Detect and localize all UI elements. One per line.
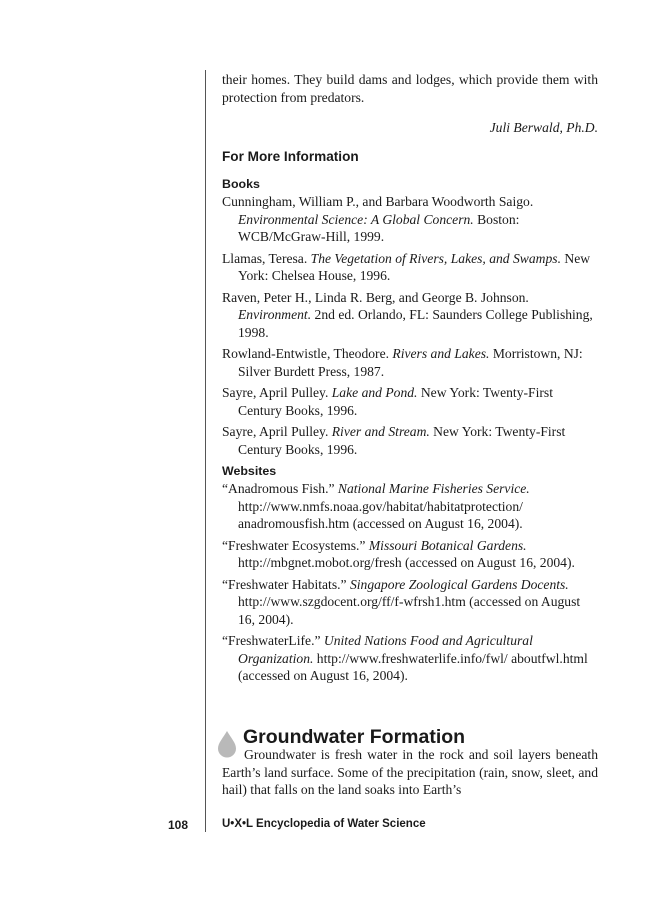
page-number: 108 (168, 818, 189, 832)
website-entry: “FreshwaterLife.” United Nations Food and Agricultural Organization. http://www.freshwaterlife.info/fwl/ aboutfwl.html (accessed on August 16, 2004). (222, 633, 588, 683)
books-heading: Books (222, 177, 260, 191)
book-entry: Sayre, April Pulley. River and Stream. New York: Twenty-First Century Books, 1996. (222, 424, 566, 457)
websites-heading: Websites (222, 464, 277, 478)
book-entry: Llamas, Teresa. The Vegetation of Rivers, Lakes, and Swamps. New York: Chelsea House, 1996. (222, 250, 591, 283)
references-section (222, 177, 598, 689)
author-signature: Juli Berwald, Ph.D. (489, 120, 598, 135)
section-body-text: Groundwater is fresh water in the rock and soil layers beneath Earth’s land surface. Some of the precipitation (rain, snow, sleet, and hail) that falls on the land soaks into Earth’s (222, 747, 598, 797)
website-entry: “Freshwater Ecosystems.” Missouri Botanical Gardens. http://mbgnet.mobot.org/fresh (accessed on August 16, 2004). (222, 537, 575, 570)
book-entry: Sayre, April Pulley. Lake and Pond. New York: Twenty-First Century Books, 1996. (222, 385, 553, 418)
book-entry: Cunningham, William P., and Barbara Woodworth Saigo. Environmental Science: A Global Concern. Boston: WCB/McGraw-Hill, 1999. (222, 194, 534, 244)
book-entry: Raven, Peter H., Linda R. Berg, and George B. Johnson. Environment. 2nd ed. Orlando, FL: Saunders College Publishing, 1998. (222, 289, 593, 340)
margin-rule (205, 70, 206, 832)
websites-list (222, 480, 598, 685)
books-list (222, 193, 598, 458)
section-title: Groundwater Formation (243, 726, 466, 748)
intro-paragraph: their homes. They build dams and lodges, which provide them with protection from predators. (222, 72, 598, 105)
running-footer-title: U•X•L Encyclopedia of Water Science (222, 818, 426, 830)
section-body (222, 746, 598, 799)
website-entry: “Freshwater Habitats.” Singapore Zoological Gardens Docents. http://www.szgdocent.org/ff/f-wfrsh1.htm (accessed on August 16, 2004). (222, 576, 581, 627)
website-entry: “Anadromous Fish.” National Marine Fisheries Service. http://www.nmfs.noaa.gov/habitat/habitatprotection/ anadromousfish.htm (accessed on August 16, 2004). (222, 481, 530, 531)
more-info-heading: For More Information (222, 149, 359, 164)
book-entry: Rowland-Entwistle, Theodore. Rivers and Lakes. Morristown, NJ: Silver Burdett Press, 1987. (222, 346, 583, 379)
